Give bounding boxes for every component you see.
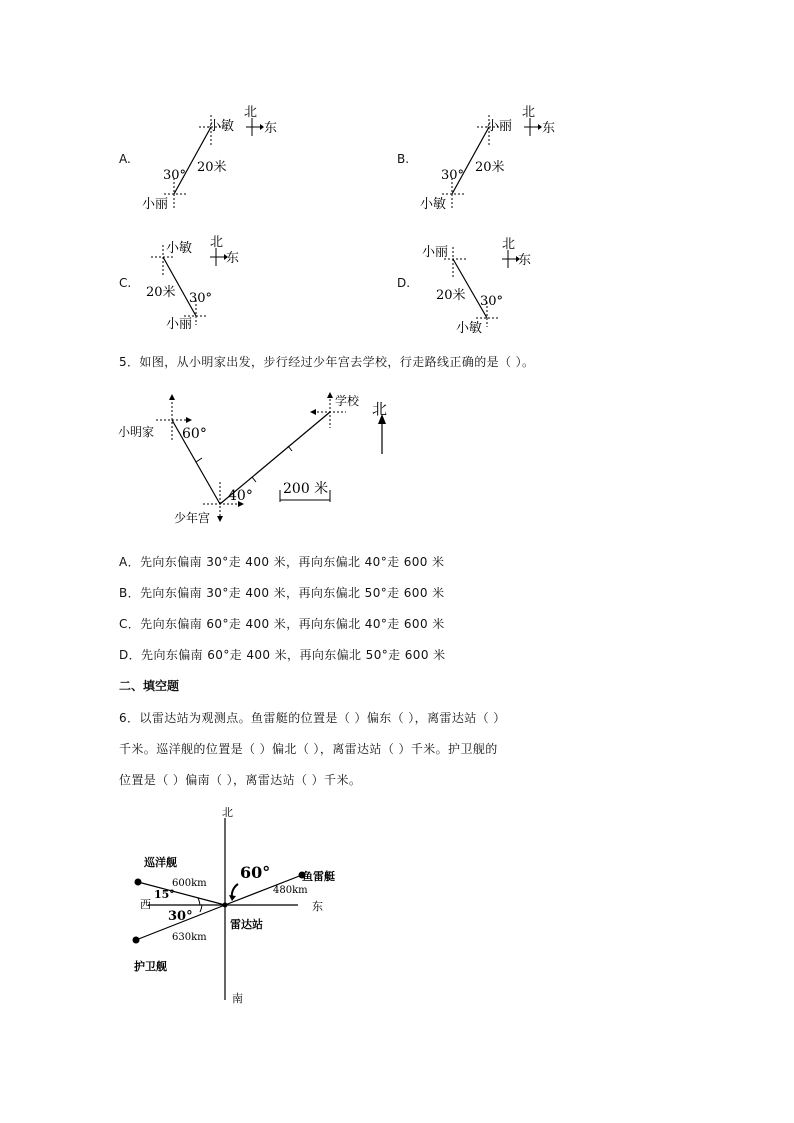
svg-text:东: 东 [264, 121, 278, 136]
svg-text:东: 东 [312, 900, 323, 913]
q5-choice-b: B．先向东偏南 30°走 400 米，再向东偏北 50°走 600 米 [119, 586, 445, 600]
svg-text:少年宫: 少年宫 [174, 511, 211, 525]
svg-text:60°: 60° [240, 863, 271, 882]
svg-text:20米: 20米 [436, 288, 466, 303]
svg-text:30°: 30° [189, 291, 213, 306]
option-b-letter: B. [397, 152, 410, 166]
svg-text:鱼雷艇: 鱼雷艇 [302, 870, 335, 883]
q5-choice-c: C．先向东偏南 60°走 400 米，再向东偏北 40°走 600 米 [119, 617, 445, 631]
svg-text:学校: 学校 [335, 394, 360, 408]
option-a-diagram [136, 100, 296, 215]
svg-text:南: 南 [232, 992, 243, 1005]
option-d-diagram [414, 232, 574, 337]
svg-text:巡洋舰: 巡洋舰 [144, 856, 177, 869]
svg-text:15°: 15° [154, 888, 175, 901]
svg-text:小敏: 小敏 [420, 197, 447, 212]
svg-text:30°: 30° [441, 168, 465, 183]
svg-text:护卫舰: 护卫舰 [134, 960, 167, 973]
svg-text:北: 北 [244, 105, 258, 120]
svg-text:30°: 30° [163, 168, 187, 183]
svg-text:东: 东 [518, 253, 532, 268]
option-c-letter: C. [119, 276, 132, 290]
svg-text:600km: 600km [172, 878, 207, 889]
svg-text:雷达站: 雷达站 [230, 918, 263, 931]
svg-text:30°: 30° [168, 909, 193, 924]
q5-route-diagram [118, 390, 398, 530]
svg-text:小丽: 小丽 [142, 197, 169, 212]
svg-text:小敏: 小敏 [208, 119, 235, 134]
q5-choice-a: A．先向东偏南 30°走 400 米，再向东偏北 40°走 600 米 [119, 555, 445, 569]
q6-line-2: 千米。巡洋舰的位置是（ ）偏北（ ），离雷达站（ ）千米。护卫舰的 [119, 742, 498, 756]
svg-text:200 米: 200 米 [283, 481, 329, 497]
svg-text:北: 北 [210, 235, 224, 250]
option-c-diagram [136, 230, 296, 335]
q5-choice-d: D．先向东偏南 60°走 400 米，再向东偏北 50°走 600 米 [119, 648, 446, 662]
svg-text:小敏: 小敏 [166, 241, 193, 256]
q6-radar-diagram [128, 800, 348, 1010]
svg-text:小丽: 小丽 [166, 317, 193, 332]
q6-line-1: 6．以雷达站为观测点。鱼雷艇的位置是（ ）偏东（ ），离雷达站（ ） [119, 711, 506, 725]
svg-text:小明家: 小明家 [118, 425, 155, 439]
svg-text:小敏: 小敏 [456, 321, 483, 336]
svg-text:北: 北 [502, 237, 516, 252]
svg-text:东: 东 [542, 121, 556, 136]
option-a-letter: A. [119, 152, 131, 166]
svg-text:30°: 30° [480, 294, 504, 309]
q5-stem: 5．如图，从小明家出发，步行经过少年宫去学校，行走路线正确的是（ ）。 [119, 355, 535, 369]
svg-text:20米: 20米 [475, 160, 505, 175]
q6-line-3: 位置是（ ）偏南（ ），离雷达站（ ）千米。 [119, 773, 362, 787]
svg-text:西: 西 [140, 898, 151, 911]
svg-text:北: 北 [372, 400, 388, 418]
svg-text:480km: 480km [273, 885, 308, 896]
svg-text:630km: 630km [172, 932, 207, 943]
section-heading: 二、填空题 [119, 679, 180, 693]
svg-text:北: 北 [222, 806, 233, 819]
svg-text:小丽: 小丽 [486, 119, 513, 134]
option-d-letter: D. [397, 276, 411, 290]
svg-text:20米: 20米 [146, 285, 176, 300]
svg-text:60°: 60° [182, 426, 207, 442]
svg-text:20米: 20米 [197, 160, 227, 175]
svg-text:北: 北 [522, 105, 536, 120]
svg-text:东: 东 [226, 251, 240, 266]
svg-text:40°: 40° [228, 488, 253, 504]
svg-text:小丽: 小丽 [422, 245, 449, 260]
option-b-diagram [414, 100, 574, 215]
